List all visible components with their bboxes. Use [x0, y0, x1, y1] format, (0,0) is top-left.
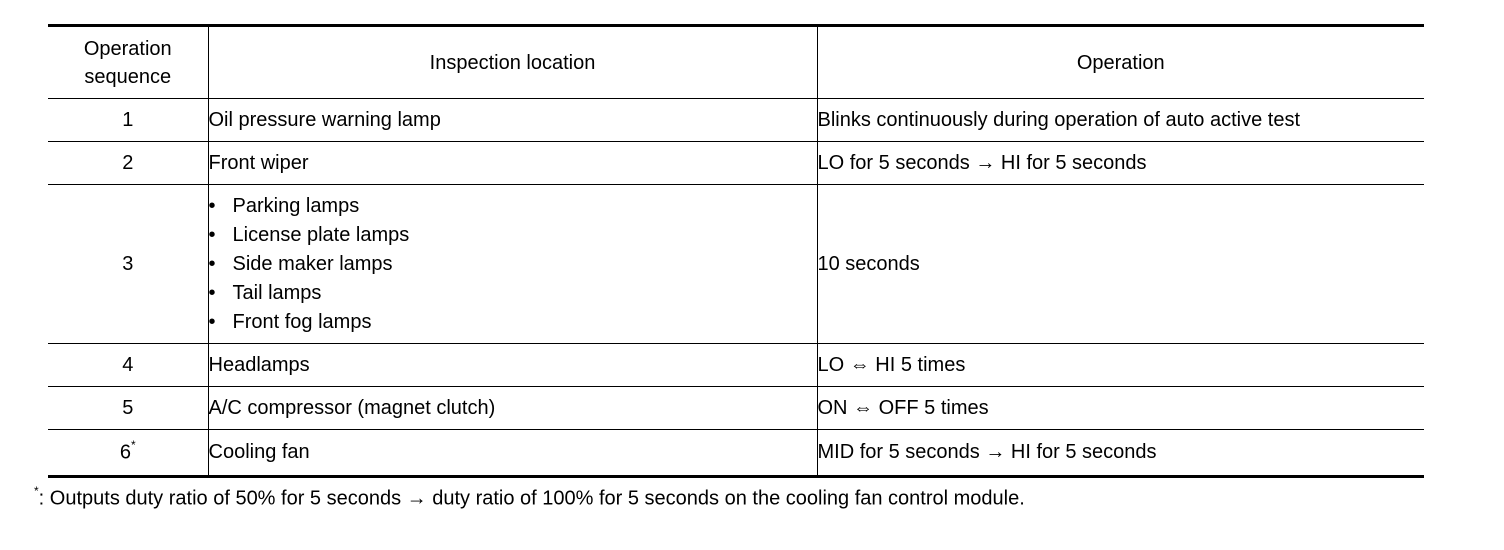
operation-cell: ON ⇔ OFF 5 times: [817, 387, 1424, 430]
table-row: [48, 387, 1424, 430]
table-row: [48, 185, 1424, 344]
location-cell: [208, 185, 817, 344]
list-item: [209, 308, 817, 337]
operation-cell: LO ⇔ HI 5 times: [817, 344, 1424, 387]
bullet-icon: •: [208, 194, 216, 217]
list-item: [209, 250, 817, 279]
bullet-icon: •: [208, 310, 216, 333]
lamp-label: Parking lamps: [232, 194, 360, 217]
footnote-mark: *: [34, 484, 39, 498]
bullet-icon: •: [208, 281, 216, 304]
lamp-label: License plate lamps: [232, 223, 410, 246]
table-row: [48, 142, 1424, 185]
header-sequence-line-2: sequence: [84, 65, 172, 88]
sequence-cell: 2: [48, 142, 208, 185]
sequence-cell: 4: [48, 344, 208, 387]
operation-cell: Blinks continuously during operation of auto active test: [817, 99, 1424, 142]
location-cell: Front wiper: [208, 142, 817, 185]
operation-cell: 10 seconds: [817, 185, 1424, 344]
sequence-cell: 1: [48, 99, 208, 142]
footnote: [34, 486, 1025, 511]
header-operation: Operation: [817, 26, 1424, 99]
lamp-label: Side maker lamps: [232, 252, 393, 275]
list-item: [209, 279, 817, 308]
header-sequence-line-1: Operation: [83, 37, 172, 60]
header-inspection-location: Inspection location: [208, 26, 817, 99]
sequence-cell: 5: [48, 387, 208, 430]
table-header-row: [48, 26, 1424, 99]
location-cell: Headlamps: [208, 344, 817, 387]
lamp-label: Tail lamps: [232, 281, 322, 304]
operation-cell: MID for 5 seconds → HI for 5 seconds: [817, 430, 1424, 477]
list-item: [209, 221, 817, 250]
sequence-number: 6: [119, 441, 131, 464]
location-cell: A/C compressor (magnet clutch): [208, 387, 817, 430]
footnote-text: : Outputs duty ratio of 50% for 5 seconds → duty ratio of 100% for 5 seconds on the cooling fan control module.: [38, 487, 1025, 510]
table-row: [48, 99, 1424, 142]
bullet-icon: •: [208, 252, 216, 275]
sequence-cell: [48, 430, 208, 477]
table-row: [48, 344, 1424, 387]
sequence-cell: 3: [48, 185, 208, 344]
location-cell: Oil pressure warning lamp: [208, 99, 817, 142]
auto-active-test-table: [48, 24, 1424, 478]
header-operation-sequence: [48, 26, 208, 99]
bullet-icon: •: [208, 223, 216, 246]
list-item: [209, 192, 817, 221]
location-cell: Cooling fan: [208, 430, 817, 477]
lamp-list: [209, 192, 817, 337]
footnote-mark: *: [130, 438, 136, 453]
table-row: [48, 430, 1424, 477]
operation-cell: LO for 5 seconds → HI for 5 seconds: [817, 142, 1424, 185]
lamp-label: Front fog lamps: [232, 310, 372, 333]
